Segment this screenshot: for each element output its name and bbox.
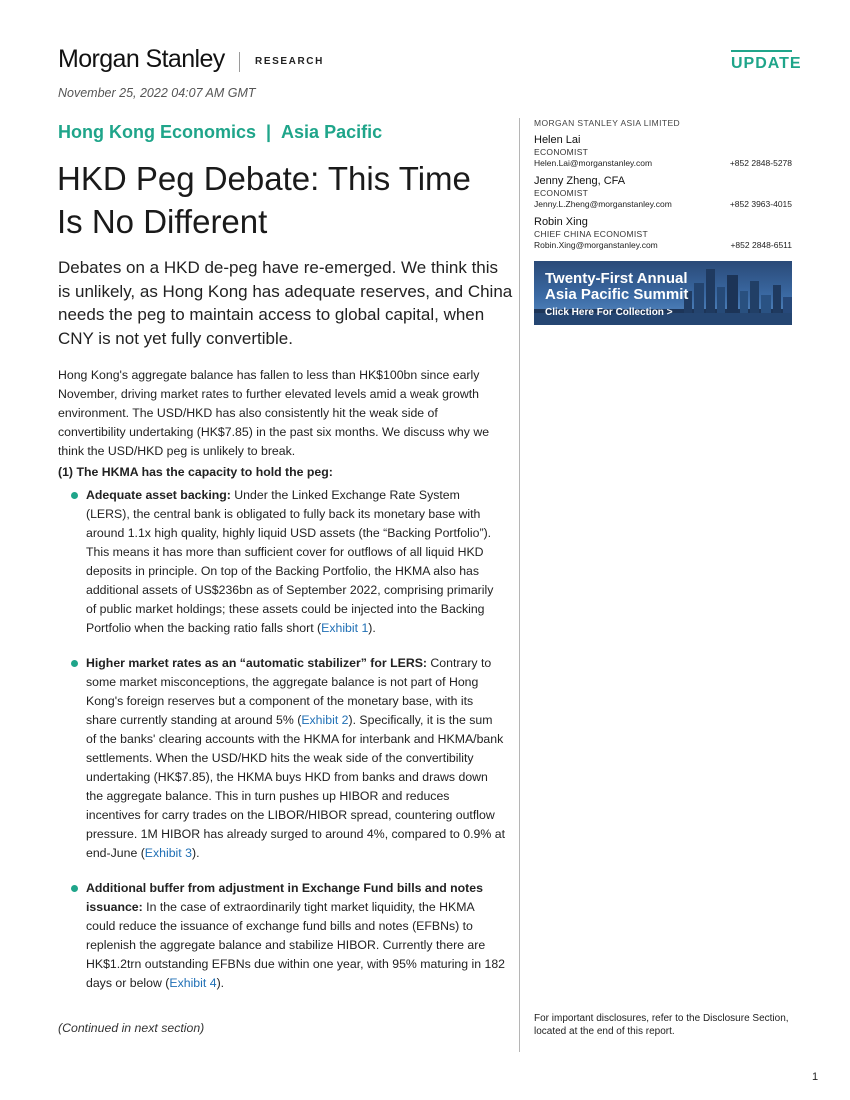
author-email[interactable]: Helen.Lai@morganstanley.com — [534, 158, 653, 168]
body-paragraph: Hong Kong's aggregate balance has fallen to less than HK$100bn since early November, driving market rates to further elevated levels amid a weak growth environment. The USD/HKD has also consistently hit the weak side of convertibility undertaking (HK$7.85) in the past six months. We discuss why we think the USD/HKD peg is unlikely to break. — [58, 368, 490, 458]
column-divider — [519, 118, 520, 1052]
continued-note: (Continued in next section) — [58, 1021, 205, 1035]
author-block — [534, 215, 792, 251]
section-heading — [58, 122, 382, 143]
bullet-text: Contrary to some market misconceptions, the aggregate balance is not part of Hong Kong's foreign reserves but a component of the monetary base, with its share currently standing at around 5% ( — [86, 656, 492, 727]
bullet-lead: Additional buffer from adjustment in Exchange Fund bills and notes issuance: — [86, 881, 483, 914]
exhibit-link[interactable]: Exhibit 4 — [169, 976, 217, 990]
bullet-tail: ). Specifically, it is the sum of the banks' clearing accounts with the HKMA for interbank and HKMA/bank settlements. When the USD/HKD hits the weak side of the convertibility undertaking (HK$7.85), the HKMA buys HKD from banks and draws down the aggregate balance. This in turn pushes up HIBOR and reduces incentives for carry trades on the LIBOR/HIBOR spread, countering outflow pressure. 1M HIBOR has already surged to around 4%, compared to 0.9% at end-June ( — [86, 713, 505, 860]
update-badge: UPDATE — [731, 55, 802, 72]
author-role: ECONOMIST — [534, 147, 589, 157]
publish-date: November 25, 2022 04:07 AM GMT — [58, 86, 256, 100]
author-block — [534, 174, 792, 210]
author-phone: +852 3963-4015 — [729, 199, 792, 209]
morgan-stanley-logo: Morgan Stanley — [58, 45, 225, 73]
update-rule — [731, 50, 792, 52]
bullet-lead: Adequate asset backing: — [86, 488, 231, 502]
author-role: ECONOMIST — [534, 188, 589, 198]
author-phone: +852 2848-5278 — [729, 158, 792, 168]
bullet-tail: ). — [216, 976, 225, 990]
banner-cta-link[interactable]: Click Here For Collection > — [545, 307, 673, 318]
author-contact — [534, 158, 792, 169]
bullet-item — [58, 654, 506, 863]
firm-name: MORGAN STANLEY ASIA LIMITED — [534, 118, 681, 128]
exhibit-link[interactable]: Exhibit 1 — [321, 621, 369, 635]
bullet-dot-icon — [71, 492, 78, 499]
bullet-item — [58, 486, 506, 638]
author-name: Jenny Zheng, CFA — [534, 175, 626, 187]
exhibit-link[interactable]: Exhibit 2 — [301, 713, 349, 727]
author-role: CHIEF CHINA ECONOMIST — [534, 229, 648, 239]
banner-title-line2: Asia Pacific Summit — [545, 286, 689, 303]
bullet-dot-icon — [71, 660, 78, 667]
author-contact — [534, 199, 792, 210]
author-block — [534, 133, 792, 169]
author-contact — [534, 240, 792, 251]
bullet-list — [58, 486, 506, 993]
author-sidebar — [534, 118, 792, 256]
author-name: Robin Xing — [534, 216, 588, 228]
section-name: Hong Kong Economics — [58, 122, 256, 142]
bullet-tail: ). — [368, 621, 376, 635]
summit-banner[interactable] — [534, 261, 792, 325]
disclosure-note: For important disclosures, refer to the Disclosure Section, located at the end of this report. — [534, 1013, 789, 1037]
section-separator: | — [266, 122, 272, 142]
author-email[interactable]: Robin.Xing@morganstanley.com — [534, 240, 658, 250]
bullet-text: In the case of extraordinarily tight market liquidity, the HKMA could reduce the issuance of exchange fund bills and notes (EFBNs) to replenish the aggregate balance and stabilize HIBOR. Currently there are HK$1.2trn outstanding EFBNs due within one year, with 95% maturing in 182 days or below ( — [86, 900, 506, 990]
report-summary: Debates on a HKD de-peg have re-emerged. We think this is unlikely, as Hong Kong has adequate reserves, and China needs the peg to maintain access to global capital, when CNY is not yet fully convertible. — [58, 258, 513, 348]
subheading: (1) The HKMA has the capacity to hold the peg: — [58, 465, 333, 479]
report-title: HKD Peg Debate: This Time Is No Different — [57, 160, 471, 240]
bullet-text: Under the Linked Exchange Rate System (LERS), the central bank is obligated to fully back its monetary base with around 1.1x high quality, highly liquid USD assets (the “Backing Portfolio”). This means it has more than sufficient cover for outflows of all liquid HKD deposits in principle. On top of the Backing Portfolio, the HKMA also has additional assets of US$236bn as of September 2022, comprising primarily of public market holdings; these assets could be injected into the Backing Portfolio when the backing ratio falls short ( — [86, 488, 494, 635]
bullet-tail: ). — [191, 846, 200, 860]
bullet-lead: Higher market rates as an “automatic stabilizer” for LERS: — [86, 656, 427, 670]
exhibit-link[interactable]: Exhibit 3 — [144, 846, 192, 860]
report-body — [58, 366, 506, 1009]
author-email[interactable]: Jenny.L.Zheng@morganstanley.com — [534, 199, 672, 209]
page-number: 1 — [812, 1071, 819, 1083]
author-name: Helen Lai — [534, 134, 581, 146]
author-phone: +852 2848-6511 — [730, 240, 792, 250]
banner-title-line1: Twenty-First Annual — [545, 270, 688, 287]
bullet-dot-icon — [71, 885, 78, 892]
bullet-item — [58, 879, 506, 993]
logo-divider — [239, 52, 240, 72]
research-label: RESEARCH — [255, 56, 324, 67]
region-name: Asia Pacific — [281, 122, 383, 142]
